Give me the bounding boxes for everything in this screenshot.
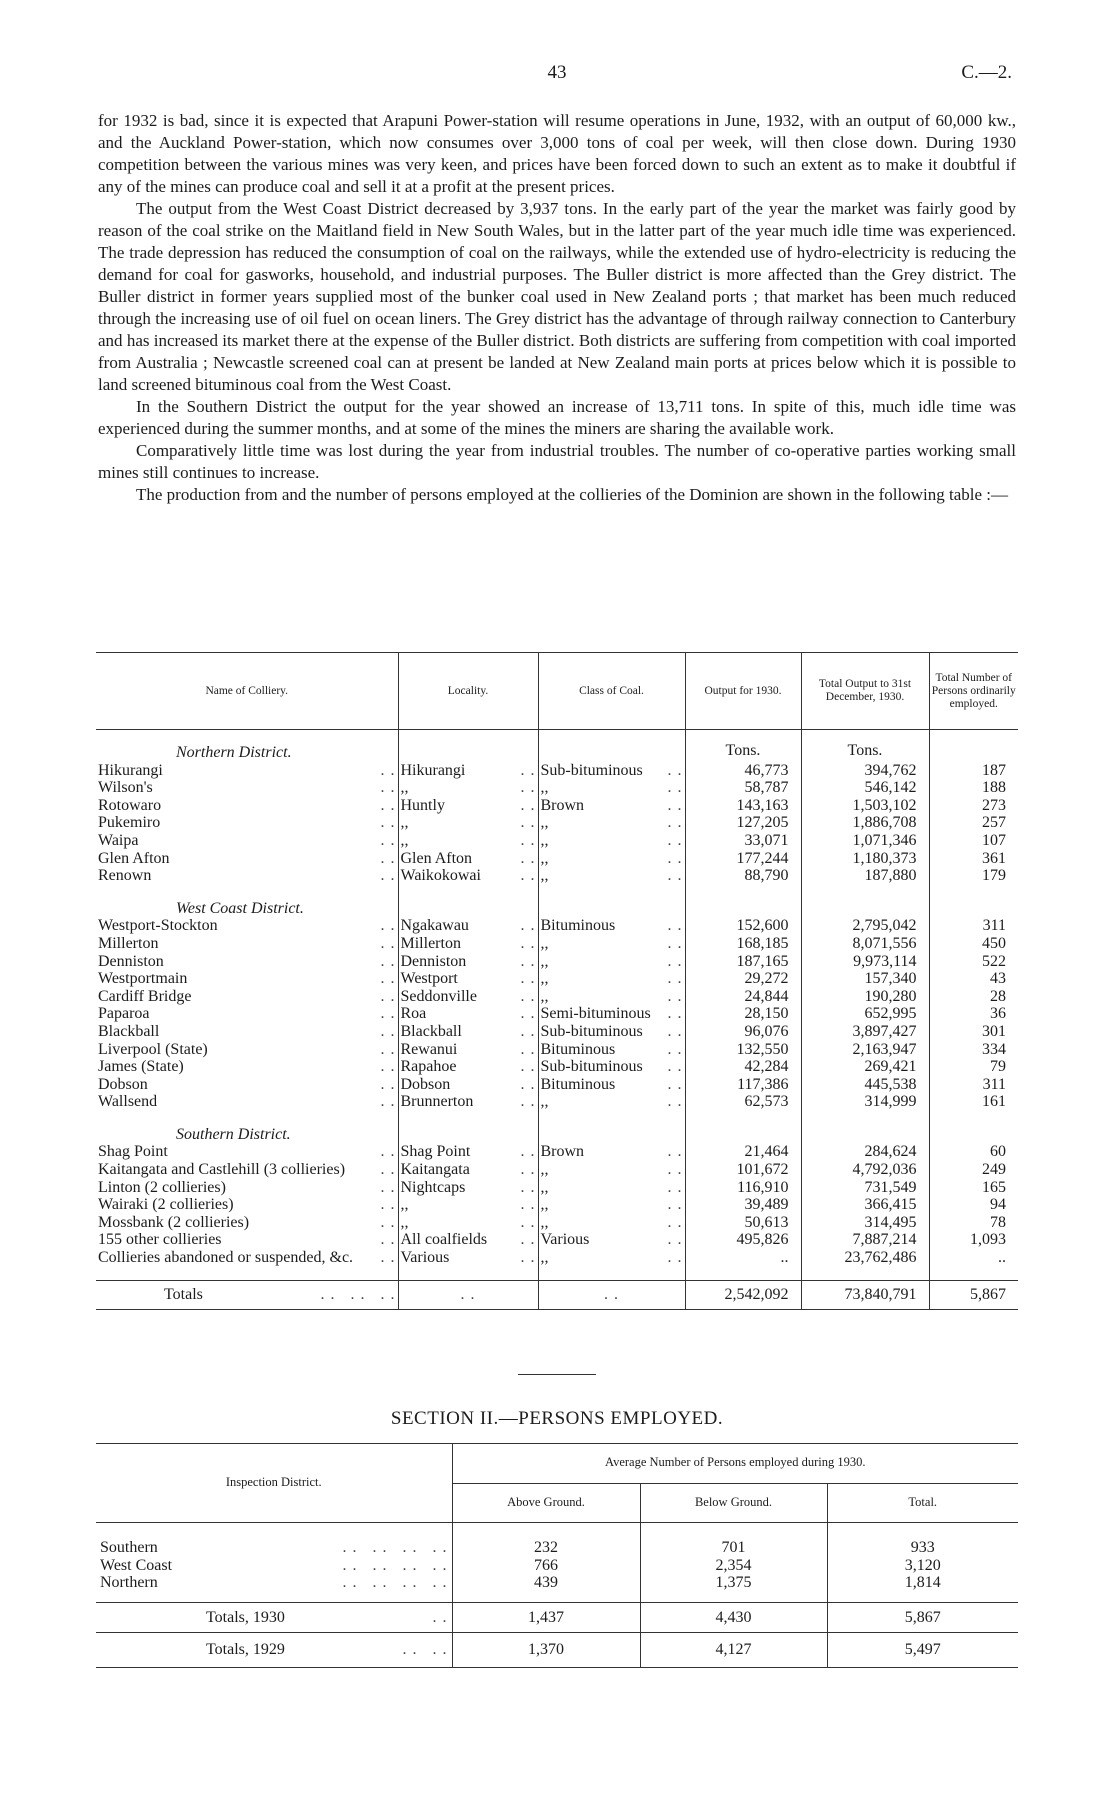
output-1930: 50,613 — [685, 1214, 801, 1232]
locality: Ngakawau — [400, 917, 469, 935]
coal-class: ,, — [540, 849, 549, 867]
persons-employed: 273 — [929, 797, 1018, 815]
persons-employed: 311 — [929, 1076, 1018, 1094]
output-1930: 187,165 — [685, 953, 801, 971]
table-row: Liverpool (State) . . Rewanui . . Bituminous . . 132,550 2,163,947 334 — [96, 1041, 1018, 1059]
table-row: Totals, 1929 . . . . 1,370 4,127 5,497 — [96, 1633, 1018, 1668]
below-ground: 2,354 — [640, 1557, 827, 1575]
table-row: Rotowaro . . Huntly . . Brown . . 143,163 1,503,102 273 — [96, 797, 1018, 815]
total-output: 7,887,214 — [801, 1231, 929, 1249]
total-output: 1,503,102 — [801, 797, 929, 815]
coal-class: Bituminous — [540, 917, 616, 935]
locality: Rewanui — [400, 1040, 458, 1058]
colliery-name: Denniston — [98, 952, 164, 970]
colliery-name: Westportmain — [98, 970, 188, 988]
locality: Glen Afton — [400, 849, 473, 867]
col-header-group: Average Number of Persons employed during 1930. — [452, 1444, 1018, 1484]
above-ground: 766 — [452, 1557, 640, 1575]
totals-total-output: 73,840,791 — [801, 1280, 929, 1310]
total-output: 187,880 — [801, 867, 929, 885]
output-1930: 88,790 — [685, 867, 801, 885]
coal-class: ,, — [540, 1196, 549, 1214]
output-1930: 33,071 — [685, 832, 801, 850]
total-persons: 1,814 — [827, 1574, 1018, 1592]
table-row: Wallsend . . Brunnerton . . ,, . . 62,573 314,999 161 — [96, 1093, 1018, 1111]
total-output: 1,071,346 — [801, 832, 929, 850]
colliery-name: Linton (2 collieries) — [98, 1178, 226, 1196]
coal-class: Sub-bituminous — [540, 1022, 643, 1040]
locality: Brunnerton — [400, 1093, 474, 1111]
above-ground: 439 — [452, 1574, 640, 1592]
table-row: Denniston . . Denniston . . ,, . . 187,165 9,973,114 522 — [96, 953, 1018, 971]
table-row: Westportmain . . Westport . . ,, . . 29,272 157,340 43 — [96, 970, 1018, 988]
total-output: 1,180,373 — [801, 850, 929, 868]
table-row: Cardiff Bridge . . Seddonville . . ,, . . 24,844 190,280 28 — [96, 988, 1018, 1006]
output-1930: 116,910 — [685, 1179, 801, 1197]
colliery-name: Waipa — [98, 831, 139, 849]
persons-employed: 1,093 — [929, 1231, 1018, 1249]
output-1930: 28,150 — [685, 1005, 801, 1023]
paragraph: In the Southern District the output for the year showed an increase of 13,711 tons. In spite of this, much idle time was experienced during the summer months, and at some of the mines the miners are sharing the available work. — [98, 397, 1016, 438]
totals-1929-total: 5,497 — [827, 1633, 1018, 1668]
coal-class: Sub-bituminous — [540, 761, 643, 779]
totals-1929-above: 1,370 — [452, 1633, 640, 1668]
output-1930: 24,844 — [685, 988, 801, 1006]
coal-class: ,, — [540, 1249, 549, 1267]
below-ground: 1,375 — [640, 1574, 827, 1592]
locality: Hikurangi — [400, 761, 466, 779]
output-1930: 117,386 — [685, 1076, 801, 1094]
output-1930: 168,185 — [685, 935, 801, 953]
district-title: West Coast District. — [176, 899, 304, 917]
section-divider — [518, 1374, 596, 1375]
persons-employed: 165 — [929, 1179, 1018, 1197]
district-heading-row — [96, 1124, 1018, 1144]
table-row: Waipa . . ,, . . ,, . . 33,071 1,071,346 107 — [96, 832, 1018, 850]
table-row: Westport-Stockton . . Ngakawau . . Bituminous . . 152,600 2,795,042 311 — [96, 917, 1018, 935]
totals-1929-below: 4,127 — [640, 1633, 827, 1668]
total-output: 157,340 — [801, 970, 929, 988]
table-row: Blackball . . Blackball . . Sub-bituminous . . 96,076 3,897,427 301 — [96, 1023, 1018, 1041]
totals-row: Totals . . . . . . . . . . 2,542,092 73,840,791 5,867 — [96, 1280, 1018, 1310]
persons-employed: 79 — [929, 1058, 1018, 1076]
locality: Waikokowai — [400, 867, 481, 885]
coal-class: ,, — [540, 1178, 549, 1196]
output-1930: .. — [685, 1249, 801, 1267]
totals-1930-total: 5,867 — [827, 1602, 1018, 1633]
table-row: 155 other collieries . . All coalfields . . Various . . 495,826 7,887,214 1,093 — [96, 1231, 1018, 1249]
table-row: Mossbank (2 collieries) . . ,, . . ,, . . 50,613 314,495 78 — [96, 1214, 1018, 1232]
locality: ,, — [400, 779, 409, 797]
locality: All coalfields — [400, 1231, 488, 1249]
output-1930: 42,284 — [685, 1058, 801, 1076]
totals-output: 2,542,092 — [685, 1280, 801, 1310]
table-row: Collieries abandoned or suspended, &c. . . Various . . ,, . . .. 23,762,486 .. — [96, 1249, 1018, 1267]
locality: Nightcaps — [400, 1178, 466, 1196]
total-output: 366,415 — [801, 1196, 929, 1214]
total-output: 1,886,708 — [801, 814, 929, 832]
coal-class: Brown — [540, 796, 585, 814]
coal-class: ,, — [540, 934, 549, 952]
col-header-name: Name of Colliery. — [96, 653, 398, 730]
col-header-district: Inspection District. — [96, 1444, 452, 1523]
persons-employed: .. — [929, 1249, 1018, 1267]
persons-employed: 94 — [929, 1196, 1018, 1214]
total-output: 2,795,042 — [801, 917, 929, 935]
total-output: 4,792,036 — [801, 1161, 929, 1179]
colliery-name: Rotowaro — [98, 796, 162, 814]
coal-class: ,, — [540, 1213, 549, 1231]
persons-employed: 522 — [929, 953, 1018, 971]
colliery-name: Renown — [98, 867, 152, 885]
output-1930: 127,205 — [685, 814, 801, 832]
output-1930: 152,600 — [685, 917, 801, 935]
col-header-below: Below Ground. — [640, 1483, 827, 1523]
district-heading-row — [96, 742, 1018, 762]
total-output: 284,624 — [801, 1143, 929, 1161]
col-header-above: Above Ground. — [452, 1483, 640, 1523]
persons-employed: 161 — [929, 1093, 1018, 1111]
locality: Kaitangata — [400, 1161, 470, 1179]
locality: Rapahoe — [400, 1058, 457, 1076]
paragraph: Comparatively little time was lost during the year from industrial troubles. The number of co-operative parties working small mines still continues to increase. — [98, 441, 1016, 482]
collieries-table-body — [96, 730, 1018, 1310]
output-1930: 101,672 — [685, 1161, 801, 1179]
output-1930: 21,464 — [685, 1143, 801, 1161]
output-1930: 495,826 — [685, 1231, 801, 1249]
persons-employed: 78 — [929, 1214, 1018, 1232]
table-row: Dobson . . Dobson . . Bituminous . . 117,386 445,538 311 — [96, 1076, 1018, 1094]
coal-class: ,, — [540, 970, 549, 988]
persons-employed: 60 — [929, 1143, 1018, 1161]
colliery-name: Glen Afton — [98, 849, 170, 867]
colliery-name: Dobson — [98, 1075, 148, 1093]
table-row: Paparoa . . Roa . . Semi-bituminous . . 28,150 652,995 36 — [96, 1005, 1018, 1023]
table-row: James (State) . . Rapahoe . . Sub-bituminous . . 42,284 269,421 79 — [96, 1058, 1018, 1076]
locality: Dobson — [400, 1075, 451, 1093]
locality: Shag Point — [400, 1143, 471, 1161]
persons-employed: 107 — [929, 832, 1018, 850]
total-output: 546,142 — [801, 779, 929, 797]
collieries-table — [96, 652, 1018, 1310]
table-row: Wairaki (2 collieries) . . ,, . . ,, . . 39,489 366,415 94 — [96, 1196, 1018, 1214]
district-title: Southern District. — [176, 1125, 291, 1143]
coal-class: Various — [540, 1231, 590, 1249]
col-header-total-output: Total Output to 31st December, 1930. — [801, 653, 929, 730]
totals-label: Totals — [164, 1285, 203, 1303]
locality: Denniston — [400, 952, 467, 970]
table-header-row — [96, 653, 1018, 730]
locality: ,, — [400, 1196, 409, 1214]
persons-table-body — [96, 1539, 1018, 1592]
locality: Various — [400, 1249, 450, 1267]
persons-employed: 179 — [929, 867, 1018, 885]
persons-employed: 311 — [929, 917, 1018, 935]
coal-class: Bituminous — [540, 1075, 616, 1093]
locality: Blackball — [400, 1022, 462, 1040]
totals-1930-below: 4,430 — [640, 1602, 827, 1633]
locality: Huntly — [400, 796, 445, 814]
locality: ,, — [400, 1213, 409, 1231]
persons-employed: 450 — [929, 935, 1018, 953]
persons-employed: 188 — [929, 779, 1018, 797]
colliery-name: Liverpool (State) — [98, 1040, 208, 1058]
coal-class: ,, — [540, 867, 549, 885]
table-row: West Coast . . . . . . . . 766 2,354 3,120 — [96, 1557, 1018, 1575]
total-output: 314,999 — [801, 1093, 929, 1111]
totals-1929-label: Totals, 1929 — [206, 1641, 285, 1659]
locality: Seddonville — [400, 987, 477, 1005]
col-header-total: Total. — [827, 1483, 1018, 1523]
colliery-name: Wilson's — [98, 779, 153, 797]
coal-class: ,, — [540, 987, 549, 1005]
total-output: 652,995 — [801, 1005, 929, 1023]
total-output: 2,163,947 — [801, 1041, 929, 1059]
totals-1930-above: 1,437 — [452, 1602, 640, 1633]
col-header-persons: Total Number of Persons ordinarily employed. — [929, 653, 1018, 730]
persons-employed: 249 — [929, 1161, 1018, 1179]
district-name: Southern — [100, 1539, 158, 1556]
colliery-name: Pukemiro — [98, 814, 161, 832]
output-1930: 177,244 — [685, 850, 801, 868]
total-persons: 933 — [827, 1539, 1018, 1557]
output-1930: 29,272 — [685, 970, 801, 988]
col-header-locality: Locality. — [398, 653, 538, 730]
output-1930: 46,773 — [685, 762, 801, 780]
district-heading-row — [96, 898, 1018, 918]
colliery-name: Kaitangata and Castlehill (3 collieries) — [98, 1161, 346, 1179]
colliery-name: Wairaki (2 collieries) — [98, 1196, 234, 1214]
table-row: Shag Point . . Shag Point . . Brown . . 21,464 284,624 60 — [96, 1143, 1018, 1161]
persons-employed: 187 — [929, 762, 1018, 780]
colliery-name: Blackball — [98, 1022, 160, 1040]
coal-class: Sub-bituminous — [540, 1058, 643, 1076]
paragraph: The output from the West Coast District decreased by 3,937 tons. In the early part of the year the market was fairly good by reason of the coal strike on the Maitland field in New South Wales, but in the latter part of the year much idle time was experienced. The trade depression has reduced the consumption of coal on the railways, while the extended use of hydro-electricity is reducing the demand for coal for gasworks, household, and industrial purposes. The Buller district is more affected than the Grey district. The Buller district in former years supplied most of the bunker coal used in New Zealand ports ; that market has been much reduced through the increasing use of oil fuel on ocean liners. The Grey district has the advantage of through railway connection to Canterbury and has increased its market there at the expense of the Buller district. Both districts are suffering from competition with coal imported from Australia ; Newcastle screened coal can at present be landed at New Zealand main ports at prices below which it is possible to land screened bituminous coal from the West Coast. — [98, 199, 1016, 394]
output-1930: 132,550 — [685, 1041, 801, 1059]
col-header-class: Class of Coal. — [538, 653, 685, 730]
totals-1930-label: Totals, 1930 — [206, 1608, 285, 1626]
above-ground: 232 — [452, 1539, 640, 1557]
paragraph: The production from and the number of persons employed at the collieries of the Dominion are shown in the following table :— — [136, 485, 1008, 504]
output-1930: 143,163 — [685, 797, 801, 815]
colliery-name: Shag Point — [98, 1143, 168, 1161]
table-row: Glen Afton . . Glen Afton . . ,, . . 177,244 1,180,373 361 — [96, 850, 1018, 868]
table-row: Hikurangi . . Hikurangi . . Sub-bituminous . . 46,773 394,762 187 — [96, 762, 1018, 780]
total-output: 23,762,486 — [801, 1249, 929, 1267]
page-number: 43 — [547, 62, 567, 83]
coal-class: ,, — [540, 1093, 549, 1111]
coal-class: Semi-bituminous — [540, 1005, 651, 1023]
body-text — [98, 110, 1016, 506]
persons-employed: 334 — [929, 1041, 1018, 1059]
persons-employed: 43 — [929, 970, 1018, 988]
total-output: 8,071,556 — [801, 935, 929, 953]
table-row: Renown . . Waikokowai . . ,, . . 88,790 187,880 179 — [96, 867, 1018, 885]
total-output: 731,549 — [801, 1179, 929, 1197]
output-1930: 96,076 — [685, 1023, 801, 1041]
coal-class: ,, — [540, 952, 549, 970]
total-output-unit: Tons. — [801, 742, 929, 762]
district-name: West Coast — [100, 1556, 173, 1574]
total-persons: 3,120 — [827, 1557, 1018, 1575]
total-output: 9,973,114 — [801, 953, 929, 971]
table-row: Wilson's . . ,, . . ,, . . 58,787 546,142 188 — [96, 779, 1018, 797]
locality: Roa — [400, 1005, 427, 1023]
table-row: Linton (2 collieries) . . Nightcaps . . ,, . . 116,910 731,549 165 — [96, 1179, 1018, 1197]
table-row: Kaitangata and Castlehill (3 collieries) . . Kaitangata . . ,, . . 101,672 4,792,036 249 — [96, 1161, 1018, 1179]
total-output: 445,538 — [801, 1076, 929, 1094]
table-row: Southern . . . . . . . . 232 701 933 — [96, 1539, 1018, 1557]
locality: ,, — [400, 831, 409, 849]
colliery-name: Mossbank (2 collieries) — [98, 1213, 250, 1231]
total-output: 3,897,427 — [801, 1023, 929, 1041]
persons-employed-table — [96, 1443, 1018, 1668]
colliery-name: Cardiff Bridge — [98, 987, 192, 1005]
locality: Westport — [400, 970, 458, 988]
coal-class: ,, — [540, 814, 549, 832]
colliery-name: Millerton — [98, 934, 159, 952]
total-output: 314,495 — [801, 1214, 929, 1232]
totals-persons: 5,867 — [929, 1280, 1018, 1310]
output-1930: 58,787 — [685, 779, 801, 797]
locality: ,, — [400, 814, 409, 832]
colliery-name: Wallsend — [98, 1093, 158, 1111]
coal-class: Bituminous — [540, 1040, 616, 1058]
output-unit: Tons. — [685, 742, 801, 762]
output-1930: 39,489 — [685, 1196, 801, 1214]
colliery-name: Paparoa — [98, 1005, 150, 1023]
persons-employed: 301 — [929, 1023, 1018, 1041]
coal-class: ,, — [540, 779, 549, 797]
persons-employed: 28 — [929, 988, 1018, 1006]
section-title: SECTION II.—PERSONS EMPLOYED. — [390, 1408, 724, 1429]
colliery-name: Westport-Stockton — [98, 917, 218, 935]
coal-class: Brown — [540, 1143, 585, 1161]
coal-class: ,, — [540, 1161, 549, 1179]
district-name: Northern — [100, 1574, 158, 1592]
table-row: Pukemiro . . ,, . . ,, . . 127,205 1,886,708 257 — [96, 814, 1018, 832]
below-ground: 701 — [640, 1539, 827, 1557]
total-output: 190,280 — [801, 988, 929, 1006]
district-title: Northern District. — [176, 744, 292, 761]
persons-employed: 361 — [929, 850, 1018, 868]
table-row: Totals, 1930 . . 1,437 4,430 5,867 — [96, 1602, 1018, 1633]
colliery-name: Hikurangi — [98, 761, 163, 779]
coal-class: ,, — [540, 831, 549, 849]
paragraph: for 1932 is bad, since it is expected that Arapuni Power-station will resume operations in June, 1932, with an output of 60,000 kw., and the Auckland Power-station, which now consumes over 3,000 tons of coal per week, will then close down. During 1930 competition between the various mines was very keen, and prices have been forced down to such an extent as to make it doubtful if any of the mines can produce coal and sell it at a profit at the present prices. — [98, 111, 1016, 196]
total-output: 394,762 — [801, 762, 929, 780]
colliery-name: Collieries abandoned or suspended, &c. — [98, 1249, 354, 1267]
locality: Millerton — [400, 934, 461, 952]
table-row: Northern . . . . . . . . 439 1,375 1,814 — [96, 1574, 1018, 1592]
col-header-output: Output for 1930. — [685, 653, 801, 730]
table-row: Millerton . . Millerton . . ,, . . 168,185 8,071,556 450 — [96, 935, 1018, 953]
colliery-name: James (State) — [98, 1058, 184, 1076]
total-output: 269,421 — [801, 1058, 929, 1076]
persons-employed: 257 — [929, 814, 1018, 832]
document-reference: C.—2. — [961, 62, 1012, 83]
colliery-name: 155 other collieries — [98, 1231, 222, 1249]
persons-employed: 36 — [929, 1005, 1018, 1023]
output-1930: 62,573 — [685, 1093, 801, 1111]
